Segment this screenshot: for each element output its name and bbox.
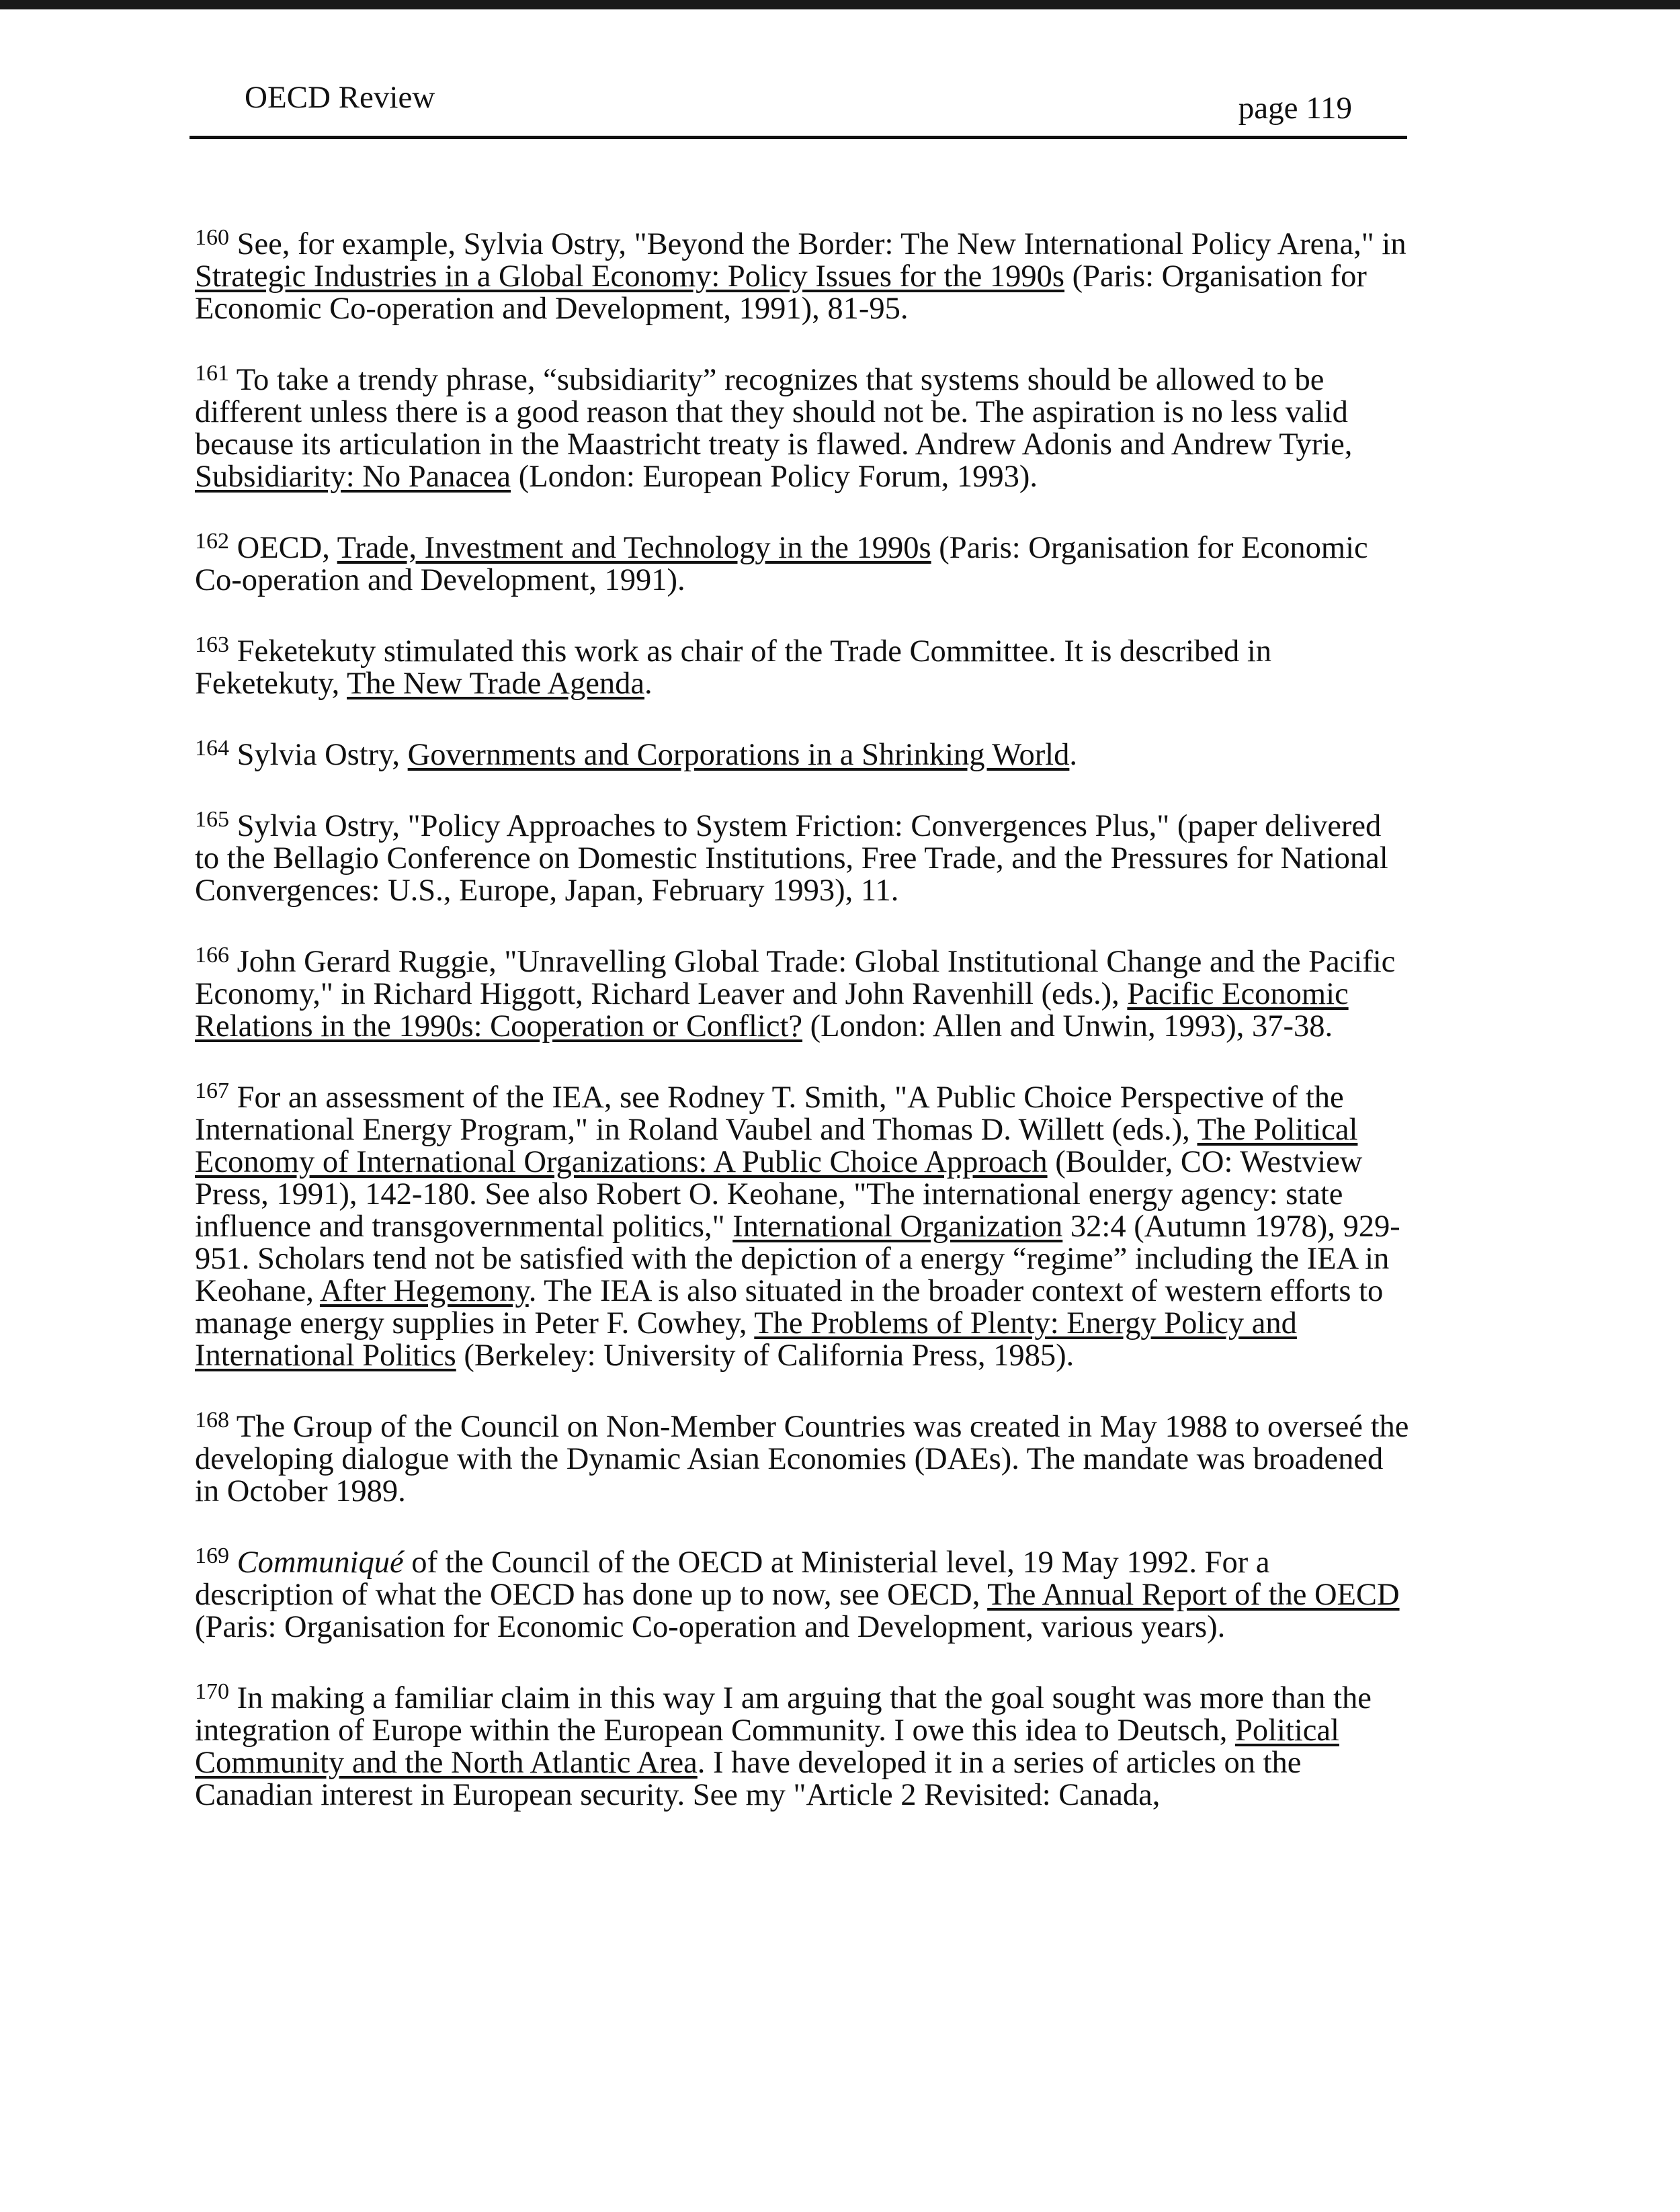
endnote-169 — [195, 1543, 1411, 1644]
endnote-number: 167 — [195, 1078, 229, 1103]
endnote-text: (Paris: Organisation for Economic Co-operation and Development, 1991). — [195, 531, 1368, 597]
running-title: OECD Review — [245, 80, 435, 115]
page-header — [190, 75, 1407, 139]
endnote-text: Sylvia Ostry, "Policy Approaches to System Friction: Convergences Plus," (paper delivered to the Bellagio Conference on Domestic Institutions, Free Trade, and the Pressures for National Convergences: U.S., Europe, Japan, February 1993), 11. — [195, 809, 1388, 908]
endnote-text: (Paris: Organisation for Economic Co-operation and Development, 1991), 81-95. — [195, 259, 1367, 326]
cited-title: The Problems of Plenty: Energy Policy and International Politics — [195, 1306, 1297, 1373]
endnote-text: John Gerard Ruggie, "Unravelling Global Trade: Global Institutional Change and the Pacific Economy," in Richard Higgott, Richard Leaver and John Ravenhill (eds.), — [195, 945, 1396, 1011]
endnote-number: 166 — [195, 943, 229, 968]
endnote-text: . The IEA is also situated in the broader context of western efforts to manage energy supplies in Peter F. Cowhey, — [195, 1274, 1384, 1341]
cited-title: After Hegemony — [319, 1274, 529, 1308]
endnote-text: . I have developed it in a series of articles on the Canadian interest in European security. See my "Article 2 Revisited: Canada, — [195, 1746, 1302, 1812]
endnote-number: 160 — [195, 225, 229, 250]
endnote-text — [229, 1545, 237, 1580]
cited-title: Pacific Economic Relations in the 1990s: Cooperation or Conflict? — [195, 977, 1349, 1044]
endnote-163 — [195, 632, 1411, 701]
endnote-text: (London: European Policy Forum, 1993). — [511, 460, 1038, 494]
endnote-text: (Paris: Organisation for Economic Co-operation and Development, various years). — [195, 1610, 1226, 1644]
endnote-166 — [195, 943, 1411, 1044]
endnote-number: 169 — [195, 1543, 229, 1568]
endnote-167 — [195, 1078, 1411, 1373]
endnote-168 — [195, 1408, 1411, 1508]
cited-title: Strategic Industries in a Global Economy: Policy Issues for the 1990s — [195, 259, 1065, 294]
endnote-text: Feketekuty stimulated this work as chair of the Trade Committee. It is described in Feketekuty, — [195, 634, 1272, 701]
cited-title: The Annual Report of the OECD — [987, 1578, 1400, 1612]
cited-title: Political Community and the North Atlantic Area — [195, 1713, 1339, 1780]
cited-title: International Organization — [732, 1209, 1063, 1244]
endnote-text: . — [644, 667, 653, 701]
cited-title: Subsidiarity: No Panacea — [195, 460, 511, 494]
page-number: page 119 — [1238, 91, 1352, 126]
cited-title: Trade, Investment and Technology in the 1990s — [337, 531, 931, 565]
endnote-number: 165 — [195, 807, 229, 832]
endnote-170 — [195, 1679, 1411, 1812]
endnote-text: Sylvia Ostry, — [229, 738, 408, 772]
endnote-text: To take a trendy phrase, “subsidiarity” recognizes that systems should be allowed to be different unless there is a good reason that they should not be. The aspiration is no less valid because its articulation in the Maastricht treaty is flawed. Andrew Adonis and Andrew Tyrie, — [195, 363, 1353, 462]
endnote-text: OECD, — [229, 531, 337, 565]
endnote-162 — [195, 529, 1411, 597]
endnote-text: See, for example, Sylvia Ostry, "Beyond the Border: The New International Policy Arena," in — [229, 227, 1406, 261]
endnote-number: 161 — [195, 361, 229, 386]
endnote-text: For an assessment of the IEA, see Rodney T. Smith, "A Public Choice Perspective of the International Energy Program," in Roland Vaubel and Thomas D. Willett (eds.), — [195, 1080, 1344, 1147]
scan-top-edge — [0, 0, 1680, 9]
endnote-text: In making a familiar claim in this way I am arguing that the goal sought was more than the integration of Europe within the European Community. I owe this idea to Deutsch, — [195, 1681, 1372, 1748]
endnote-text: (Boulder, CO: Westview Press, 1991), 142-180. See also Robert O. Keohane, "The international energy agency: state influence and transgovernmental politics," — [195, 1145, 1363, 1244]
cited-title: The New Trade Agenda — [347, 667, 644, 701]
endnote-number: 164 — [195, 736, 229, 761]
cited-title: Governments and Corporations in a Shrinking World — [407, 738, 1070, 772]
endnote-164 — [195, 736, 1411, 772]
cited-title: The Political Economy of International Organizations: A Public Choice Approach — [195, 1113, 1358, 1179]
endnote-text: (Berkeley: University of California Press, 1985). — [456, 1338, 1075, 1373]
endnotes-list — [195, 225, 1411, 1851]
italic-title: Communiqué — [237, 1545, 404, 1580]
endnote-number: 170 — [195, 1679, 229, 1704]
endnote-text: of the Council of the OECD at Ministerial level, 19 May 1992. For a description of what the OECD has done up to now, see OECD, — [195, 1545, 1270, 1612]
endnote-165 — [195, 807, 1411, 908]
endnote-number: 163 — [195, 632, 229, 657]
endnote-text: (London: Allen and Unwin, 1993), 37-38. — [802, 1009, 1333, 1044]
endnote-160 — [195, 225, 1411, 326]
endnote-text: The Group of the Council on Non-Member Countries was created in May 1988 to overseé the developing dialogue with the Dynamic Asian Economies (DAEs). The mandate was broadened in October 1989. — [195, 1410, 1409, 1508]
endnote-text: . — [1069, 738, 1077, 772]
endnote-text: 32:4 (Autumn 1978), 929-951. Scholars tend not be satisfied with the depiction of a energy “regime” including the IEA in Keohane, — [195, 1209, 1400, 1308]
endnote-number: 168 — [195, 1408, 229, 1433]
endnote-number: 162 — [195, 529, 229, 554]
endnote-161 — [195, 361, 1411, 494]
